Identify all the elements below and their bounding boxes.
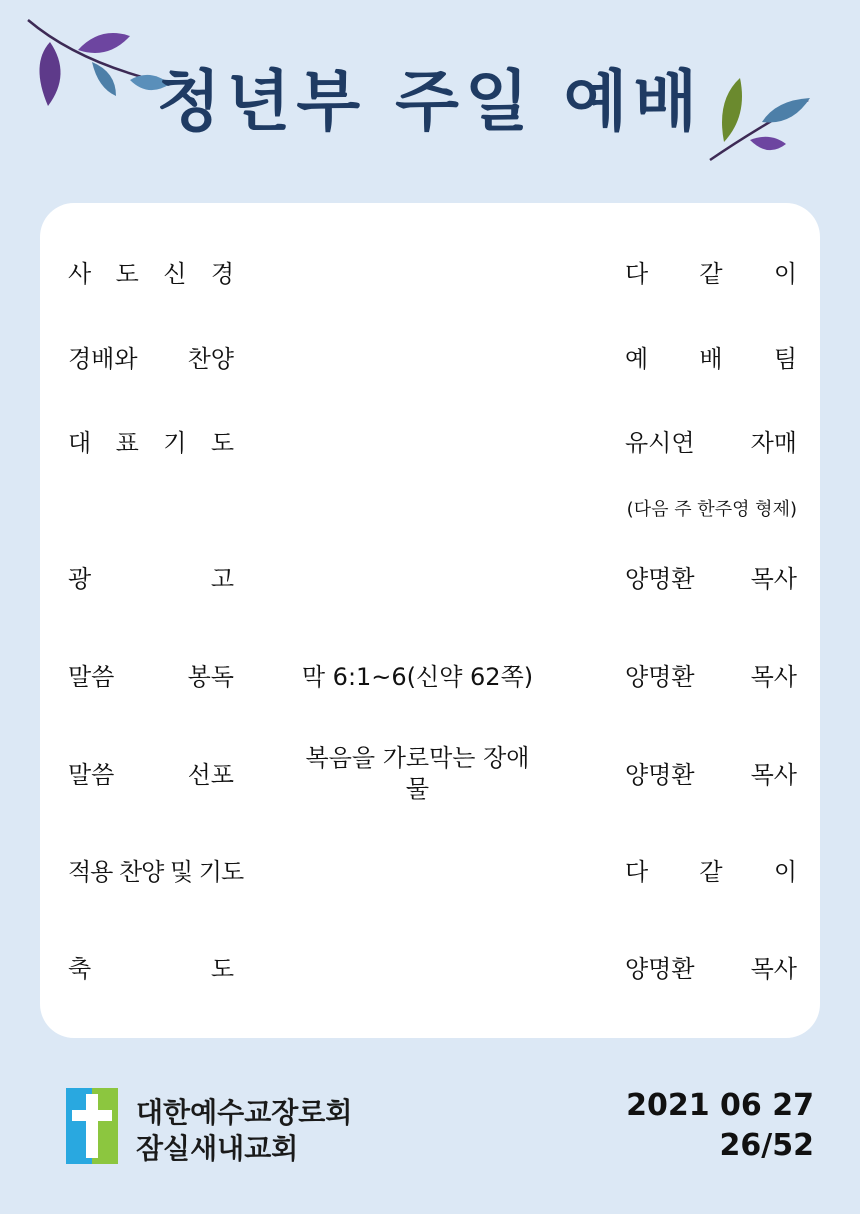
page-title: 청년부 주일 예배: [156, 63, 704, 140]
order-item-leader: 예 배 팀: [625, 345, 797, 373]
order-item-leader: 유시연 자매: [625, 429, 797, 457]
order-item-label: 경배와 찬양: [68, 345, 234, 373]
order-item-label: 적용 찬양 및 기도: [68, 858, 244, 886]
order-item-note: (다음 주 한주영 형제): [626, 499, 797, 520]
cross-logo-icon: [66, 1088, 118, 1164]
denomination-name: 대한예수교장로회: [136, 1096, 353, 1129]
order-item-label: 대 표 기 도: [68, 429, 234, 457]
sermon-title: 복음을 가로막는 장애물: [305, 744, 530, 803]
order-item-leader: 양명환 목사: [625, 761, 797, 789]
order-item-leader: 양명환 목사: [625, 955, 797, 983]
order-item-label: 축 도: [68, 955, 234, 983]
order-item-label: 말씀 봉독: [68, 663, 234, 691]
order-item-label: 광 고: [68, 565, 234, 593]
week-number: 26/52: [719, 1128, 814, 1163]
order-item-label: 사 도 신 경: [68, 260, 234, 288]
order-item-leader: 다 같 이: [625, 260, 797, 288]
order-item-leader: 양명환 목사: [625, 663, 797, 691]
order-of-service-card: [40, 203, 820, 1038]
order-item-leader: 다 같 이: [625, 858, 797, 886]
order-item-detail: 막 6:1~6(신약 62쪽): [301, 663, 534, 691]
church-name: 잠실새내교회: [136, 1132, 299, 1165]
order-item-leader: 양명환 목사: [625, 565, 797, 593]
service-date: 2021 06 27: [626, 1088, 814, 1123]
order-item-label: 말씀 선포: [68, 761, 234, 789]
